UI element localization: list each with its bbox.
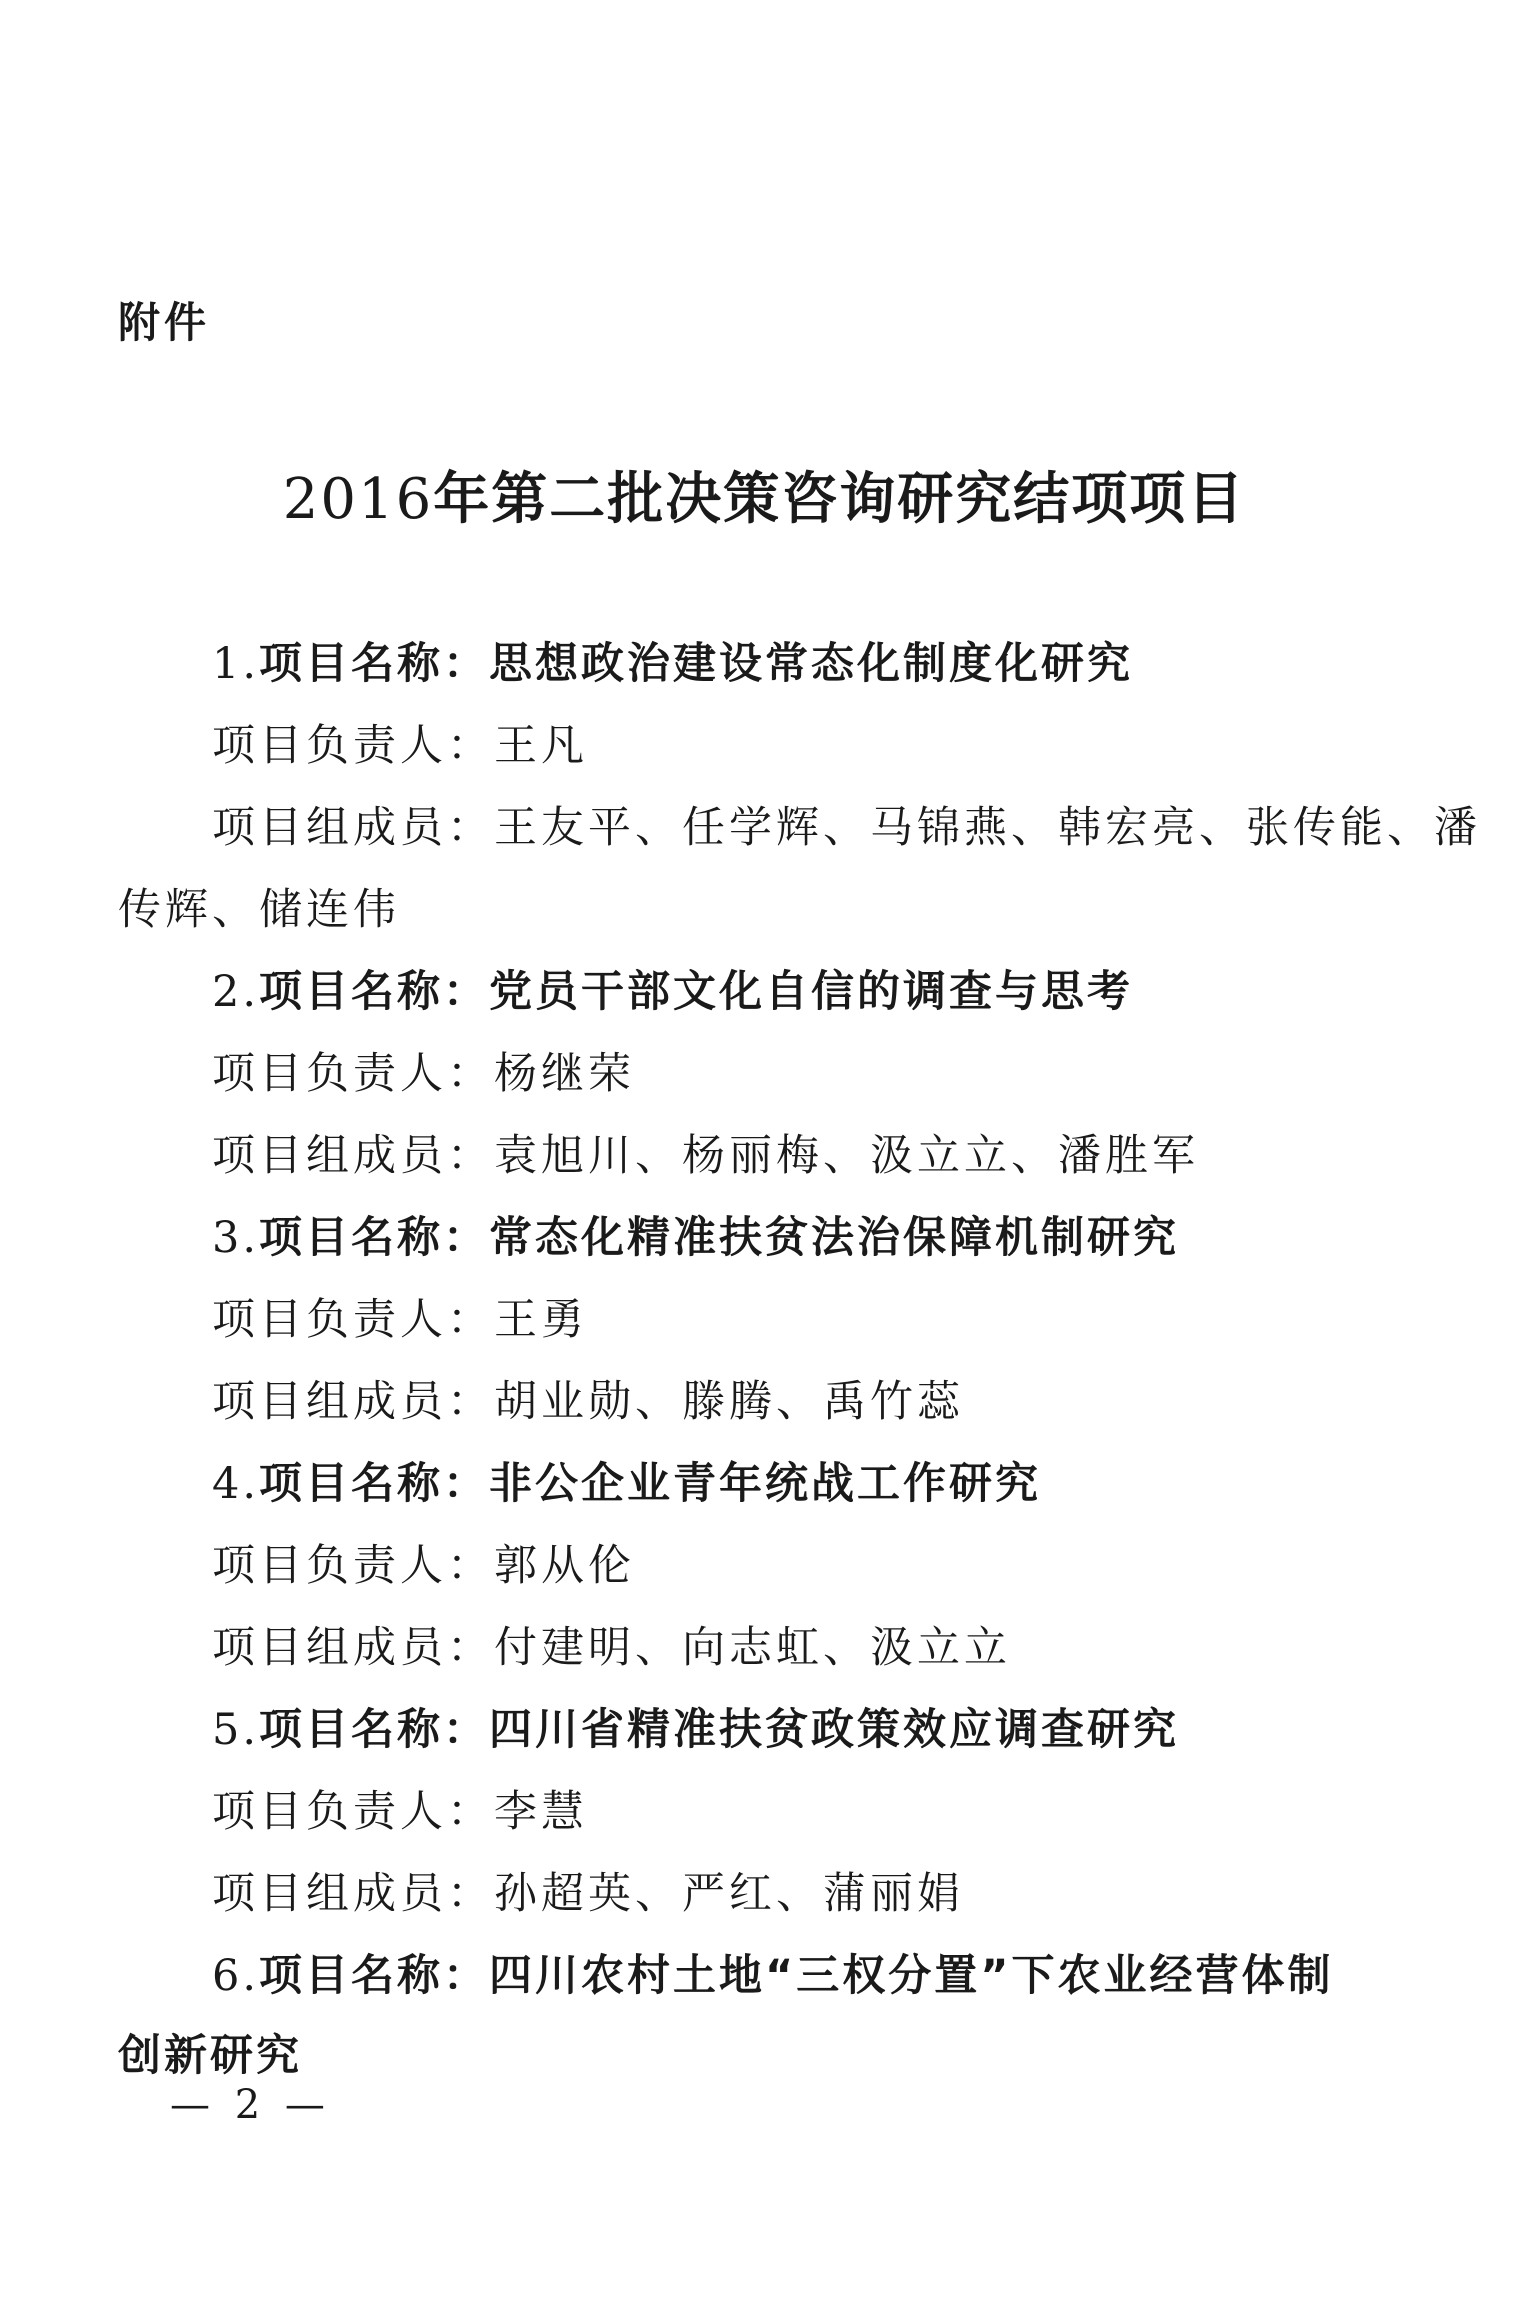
project-1-members-line [212, 794, 1481, 855]
project-number: 6. [212, 1951, 260, 2001]
members-label: 项目组成员： [212, 1377, 494, 1427]
project-name-label: 项目名称： [259, 967, 490, 1017]
leader-label: 项目负责人： [212, 1541, 494, 1591]
members-label: 项目组成员： [212, 803, 494, 853]
project-name-label: 项目名称： [259, 639, 490, 689]
project-3-leader-line [212, 1286, 588, 1347]
project-6-name-line [212, 1942, 1334, 2003]
title-text: 年第二批决策咨询研究结项项目 [433, 466, 1246, 532]
project-members: 付建明、向志虹、汲立立 [494, 1623, 1011, 1673]
project-name: 常态化精准扶贫法治保障机制研究 [489, 1213, 1180, 1263]
project-leader: 王勇 [494, 1295, 588, 1345]
project-leader: 杨继荣 [494, 1049, 635, 1099]
project-2-leader-line [212, 1040, 635, 1101]
project-members: 胡业勋、滕腾、禹竹蕊 [494, 1377, 964, 1427]
project-members: 袁旭川、杨丽梅、汲立立、潘胜军 [494, 1131, 1199, 1181]
project-number: 4. [212, 1459, 260, 1509]
page-number: — 2 — [170, 2082, 331, 2128]
project-name-label: 项目名称： [259, 1951, 490, 2001]
project-3-name-line [212, 1204, 1179, 1265]
members-label: 项目组成员： [212, 1131, 494, 1181]
project-4-name-line [212, 1450, 1041, 1511]
project-1-name-line [212, 630, 1133, 691]
project-6-name-continued: 创新研究 [118, 2031, 302, 2081]
project-2-name-line [212, 958, 1133, 1019]
project-name: 非公企业青年统战工作研究 [489, 1459, 1042, 1509]
project-leader: 李慧 [494, 1787, 588, 1837]
project-number: 5. [212, 1705, 260, 1755]
project-name-label: 项目名称： [259, 1459, 490, 1509]
project-number: 3. [212, 1213, 260, 1263]
project-members: 孙超英、严红、蒲丽娟 [494, 1869, 964, 1919]
title-year: 2016 [282, 467, 434, 532]
project-1-leader-line [212, 712, 588, 773]
leader-label: 项目负责人： [212, 1295, 494, 1345]
project-4-members-line [212, 1614, 1011, 1675]
project-leader: 王凡 [494, 721, 588, 771]
project-leader: 郭从伦 [494, 1541, 635, 1591]
project-name: 四川省精准扶贫政策效应调查研究 [489, 1705, 1180, 1755]
project-members: 王友平、任学辉、马锦燕、韩宏亮、张传能、潘 [494, 803, 1481, 853]
project-name-label: 项目名称： [259, 1213, 490, 1263]
members-label: 项目组成员： [212, 1623, 494, 1673]
project-5-name-line [212, 1696, 1179, 1757]
project-1-members-continued: 传辉、储连伟 [118, 885, 400, 935]
project-name: 党员干部文化自信的调查与思考 [489, 967, 1134, 1017]
project-number: 1. [212, 639, 260, 689]
project-5-members-line [212, 1860, 964, 1921]
members-label: 项目组成员： [212, 1869, 494, 1919]
project-2-members-line [212, 1122, 1199, 1183]
project-name: 四川农村土地“三权分置”下农业经营体制 [489, 1951, 1334, 2001]
leader-label: 项目负责人： [212, 1049, 494, 1099]
project-number: 2. [212, 967, 260, 1017]
project-name-label: 项目名称： [259, 1705, 490, 1755]
leader-label: 项目负责人： [212, 721, 494, 771]
leader-label: 项目负责人： [212, 1787, 494, 1837]
project-name: 思想政治建设常态化制度化研究 [489, 639, 1134, 689]
annex-label: 附件 [118, 298, 211, 347]
page-title [0, 455, 1528, 535]
project-3-members-line [212, 1368, 964, 1429]
project-4-leader-line [212, 1532, 635, 1593]
project-5-leader-line [212, 1778, 588, 1839]
